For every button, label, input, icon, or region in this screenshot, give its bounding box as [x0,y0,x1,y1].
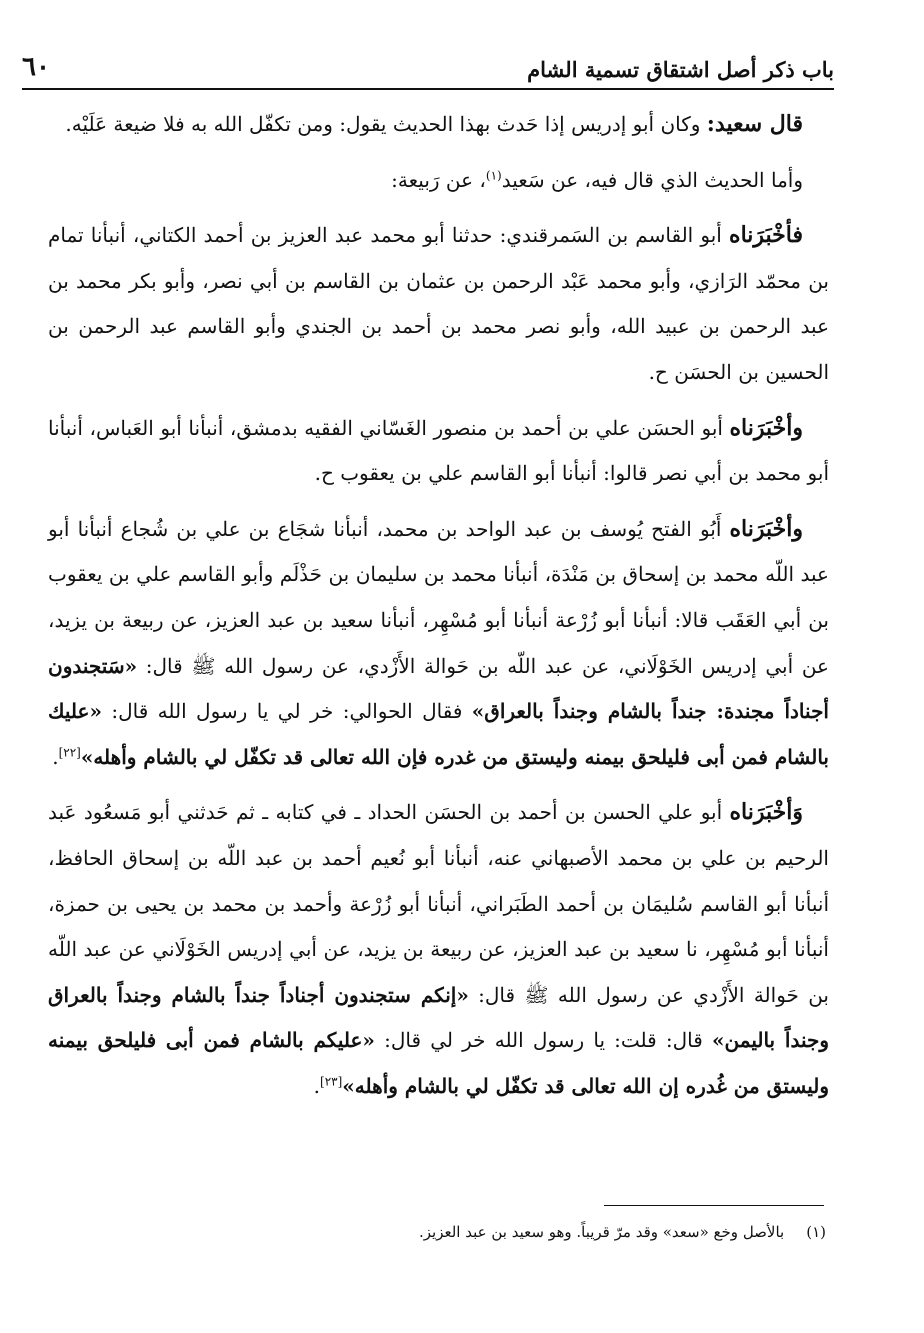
paragraph-3 [48,213,829,395]
footnote-text: بالأصل وخع «سعد» وقد مرّ قريباً. وهو سعيد بن عبد العزيز. [419,1223,785,1241]
paragraph-text: أبو الحسَن علي بن أحمد بن منصور الغَسّاني الفقيه بدمشق، أنبأنا أبو العَباس، أنبأنا أبو محمد بن أبي نصر قالوا: أنبأنا أبو القاسم علي بن يعقوب ح. [48,415,829,486]
running-head [22,42,834,90]
paragraph-1 [48,102,829,148]
hadith-quote: «عليك بالشام فمن أبى فليلحق بيمنه وليستق من غدره فإن الله تعالى قد تكفّل لي بالشام وأهله» [48,699,829,769]
paragraph-text: أبو علي الحسن بن أحمد بن الحسَن الحداد ـ في كتابه ـ ثم حَدثني أبو مَسعُود عَبد الرحيم بن علي بن محمد الأصبهاني عنه، أنبأنا أبو نُعيم أحمد بن عبد اللّه بن إسحاق الحافظ، أنبأنا أبو القاسم سُليمَان بن أحمد الطَبَراني، أنبأنا أبو زُرْعة وأحمد بن محمد بن يحيى بن حمزة، أنبأنا أبو مُسْهِر، نا سعيد بن عبد العزيز، عن ربيعة بن يزيد، عن أبي إدريس الخَوْلَاني عن عبد اللّه بن حَوالة الأَزْدي عن رسول الله ﷺ قال: [48,800,830,1007]
paragraph-text: أَبُو الفتح يُوسف بن عبد الواحد بن محمد، أنبأنا شجَاع بن علي بن شُجاع أنبأنا أبو عبد اللّه محمد بن إسحاق بن مَنْدَة، أنبأنا محمد بن سليمان بن حَذْلَم وأبو القاسم علي بن يعقوب بن أبي العَقَب قالا: أنبأنا أبو زُرْعة أنبأنا أبو مُسْهِر، أنبأنا سعيد بن عبد العزيز، عن ربيعة بن يزيد، عن أبي إدريس الخَوْلَاني، عن عبد اللّه بن حَوالة الأَزْدي، عن رسول الله ﷺ قال: [48,516,829,678]
paragraph-text: ، عن رَبيعة: [391,167,486,192]
paragraph-text: وكان أبو إدريس إذا حَدث بهذا الحديث يقول: ومن تكفّل الله به فلا ضيعة عَلَيْه. [65,112,707,136]
paragraph-6 [48,790,829,1109]
paragraph-text: أبو القاسم بن السَمرقندي: حدثنا أبو محمد عبد العزيز بن أحمد الكتاني، أنبأنا تمام بن محمّد الرَازي، وأبو محمد عَبْد الرحمن بن عثمان بن القاسم بن أبي نصر، وأبو بكر محمد بن عبد الرحمن بن عبيد الله، وأبو نصر محمد بن أحمد بن الجندي وأبو القاسم عبد الرحمن بن الحسين بن الحسَن ح. [48,223,829,384]
footnote-divider [604,1205,824,1206]
hadith-ref: [٢٣] [320,1074,343,1089]
paragraph-2 [48,158,829,204]
chapter-title: باب ذكر أصل اشتقاق تسمية الشام [527,57,834,82]
paragraph-text: . [313,1073,321,1098]
hadith-quote: «عليكم بالشام فمن أبى فليلحق بيمنه وليستق من غُدره إن الله تعالى قد تكفّل لي بالشام وأهله» [48,1028,829,1098]
paragraph-lead: وأخْبَرَناه [729,414,803,441]
hadith-quote: «سَتجندون أجناداً مجندة: جنداً بالشام وجنداً بالعراق» [48,653,829,724]
paragraph-4 [48,406,829,497]
paragraph-text: قال: قلت: يا رسول الله خر لي قال: [374,1028,713,1053]
paragraph-text: وأما الحديث الذي قال فيه، عن سَعيد [501,167,803,192]
footnote [48,1220,826,1244]
footnote-ref: (١) [485,167,502,182]
paragraph-lead: وأخْبَرَناه [729,515,803,542]
page-number: ٦٠ [22,52,50,82]
paragraph-text: . [52,744,59,769]
hadith-ref: [٢٢] [58,745,81,760]
body-text [48,102,829,1119]
paragraph-lead: قال سعيد: [706,111,803,137]
paragraph-text: فقال الحوالي: خر لي يا رسول الله قال: [101,699,472,724]
paragraph-lead: فأخْبَرَناه [729,222,803,249]
paragraph-lead: وَأخْبَرَناه [729,799,803,826]
paragraph-5 [48,507,829,781]
hadith-quote: «إنكم ستجندون أجناداً جنداً بالشام وجنداً بالعراق وجنداً باليمن» [48,982,830,1053]
footnote-number: (١) [806,1223,826,1241]
